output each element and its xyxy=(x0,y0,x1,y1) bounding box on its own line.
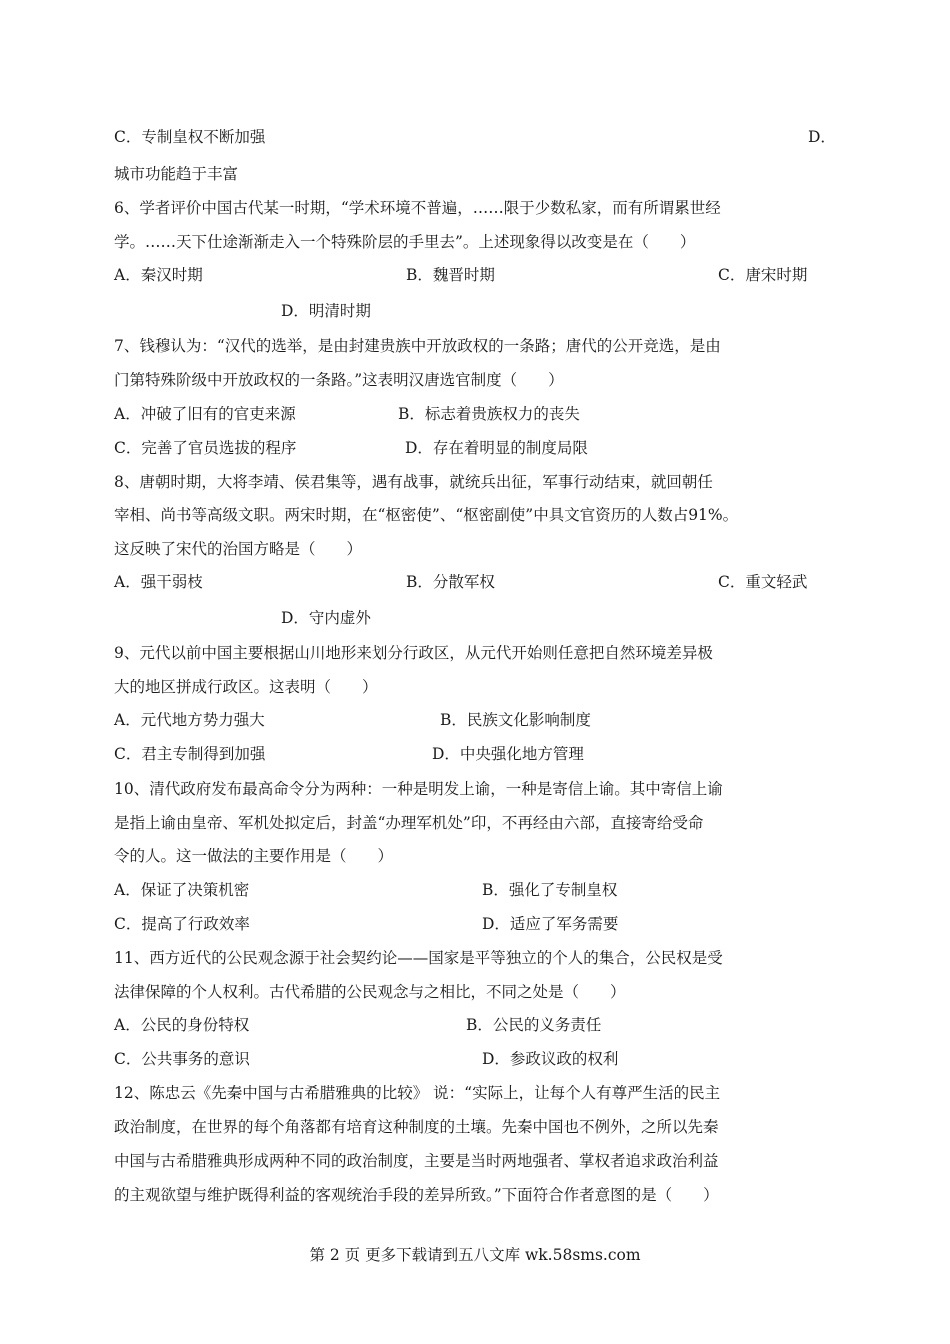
q11-option-b: B．公民的义务责任 xyxy=(466,1016,602,1034)
q7-stem-line1: 7、钱穆认为：“汉代的选举，是由封建贵族中开放政权的一条路；唐代的公开竞选，是由 xyxy=(114,337,721,355)
q12-stem-line2: 政治制度，在世界的每个角落都有培育这种制度的土壤。先秦中国也不例外，之所以先秦 xyxy=(114,1118,719,1136)
q9-stem-line2: 大的地区拼成行政区。这表明（ ） xyxy=(114,678,378,696)
q6-option-c: C．唐宋时期 xyxy=(718,266,808,284)
q12-stem-line1: 12、陈忠云《先秦中国与古希腊雅典的比较》 说：“实际上，让每个人有尊严生活的民主 xyxy=(114,1084,721,1102)
q9-option-d: D．中央强化地方管理 xyxy=(432,745,584,763)
q5-option-d-label: D． xyxy=(808,128,836,146)
q6-option-d: D．明清时期 xyxy=(281,302,371,320)
q7-option-c: C．完善了官员选拔的程序 xyxy=(114,439,297,457)
q8-stem-line2: 宰相、尚书等高级文职。两宋时期，在“枢密使”、“枢密副使”中具文官资历的人数占91%。 xyxy=(114,506,739,524)
q8-stem-line1: 8、唐朝时期，大将李靖、侯君集等，遇有战事，就统兵出征，军事行动结束，就回朝任 xyxy=(114,473,713,491)
q10-option-d: D．适应了军务需要 xyxy=(482,915,619,933)
q11-stem-line2: 法律保障的个人权利。古代希腊的公民观念与之相比，不同之处是（ ） xyxy=(114,983,626,1001)
q9-stem-line1: 9、元代以前中国主要根据山川地形来划分行政区，从元代开始则任意把自然环境差异极 xyxy=(114,644,713,662)
q5-option-c: C．专制皇权不断加强 xyxy=(114,128,266,146)
q10-stem-line3: 令的人。这一做法的主要作用是（ ） xyxy=(114,847,394,865)
q9-option-b: B．民族文化影响制度 xyxy=(440,711,591,729)
q11-option-a: A．公民的身份特权 xyxy=(114,1016,250,1034)
q7-option-b: B．标志着贵族权力的丧失 xyxy=(398,405,580,423)
q10-stem-line1: 10、清代政府发布最高命令分为两种：一种是明发上谕，一种是寄信上谕。其中寄信上谕 xyxy=(114,780,723,798)
q11-stem-line1: 11、西方近代的公民观念源于社会契约论——国家是平等独立的个人的集合，公民权是受 xyxy=(114,949,723,967)
q9-option-c: C．君主专制得到加强 xyxy=(114,745,266,763)
q8-option-c: C．重文轻武 xyxy=(718,573,808,591)
page-footer: 第 2 页 更多下载请到五八文库 wk.58sms.com xyxy=(309,1246,641,1264)
q12-stem-line4: 的主观欲望与维护既得利益的客观统治手段的差异所致。”下面符合作者意图的是（ ） xyxy=(114,1186,719,1204)
q11-option-d: D．参政议政的权利 xyxy=(482,1050,619,1068)
q8-stem-line3: 这反映了宋代的治国方略是（ ） xyxy=(114,540,363,558)
q11-option-c: C．公共事务的意识 xyxy=(114,1050,250,1068)
q10-option-b: B．强化了专制皇权 xyxy=(482,881,618,899)
q6-stem-line1: 6、学者评价中国古代某一时期，“学术环境不普遍，……限于少数私家，而有所谓累世经 xyxy=(114,199,721,217)
q8-option-b: B．分散军权 xyxy=(406,573,495,591)
q12-stem-line3: 中国与古希腊雅典形成两种不同的政治制度，主要是当时两地强者、掌权者追求政治利益 xyxy=(114,1152,719,1170)
q10-stem-line2: 是指上谕由皇帝、军机处拟定后，封盖“办理军机处”印，不再经由六部，直接寄给受命 xyxy=(114,814,704,832)
q6-stem-line2: 学。……天下仕途渐渐走入一个特殊阶层的手里去”。上述现象得以改变是在（ ） xyxy=(114,233,696,251)
q6-option-b: B．魏晋时期 xyxy=(406,266,495,284)
q7-stem-line2: 门第特殊阶级中开放政权的一条路。”这表明汉唐选官制度（ ） xyxy=(114,371,564,389)
q7-option-a: A．冲破了旧有的官吏来源 xyxy=(114,405,296,423)
q8-option-d: D．守内虚外 xyxy=(281,609,371,627)
q10-option-c: C．提高了行政效率 xyxy=(114,915,250,933)
q6-option-a: A．秦汉时期 xyxy=(114,266,203,284)
q5-option-d-text: 城市功能趋于丰富 xyxy=(114,165,239,183)
q9-option-a: A．元代地方势力强大 xyxy=(114,711,265,729)
q7-option-d: D．存在着明显的制度局限 xyxy=(405,439,588,457)
q8-option-a: A．强干弱枝 xyxy=(114,573,203,591)
q10-option-a: A．保证了决策机密 xyxy=(114,881,250,899)
